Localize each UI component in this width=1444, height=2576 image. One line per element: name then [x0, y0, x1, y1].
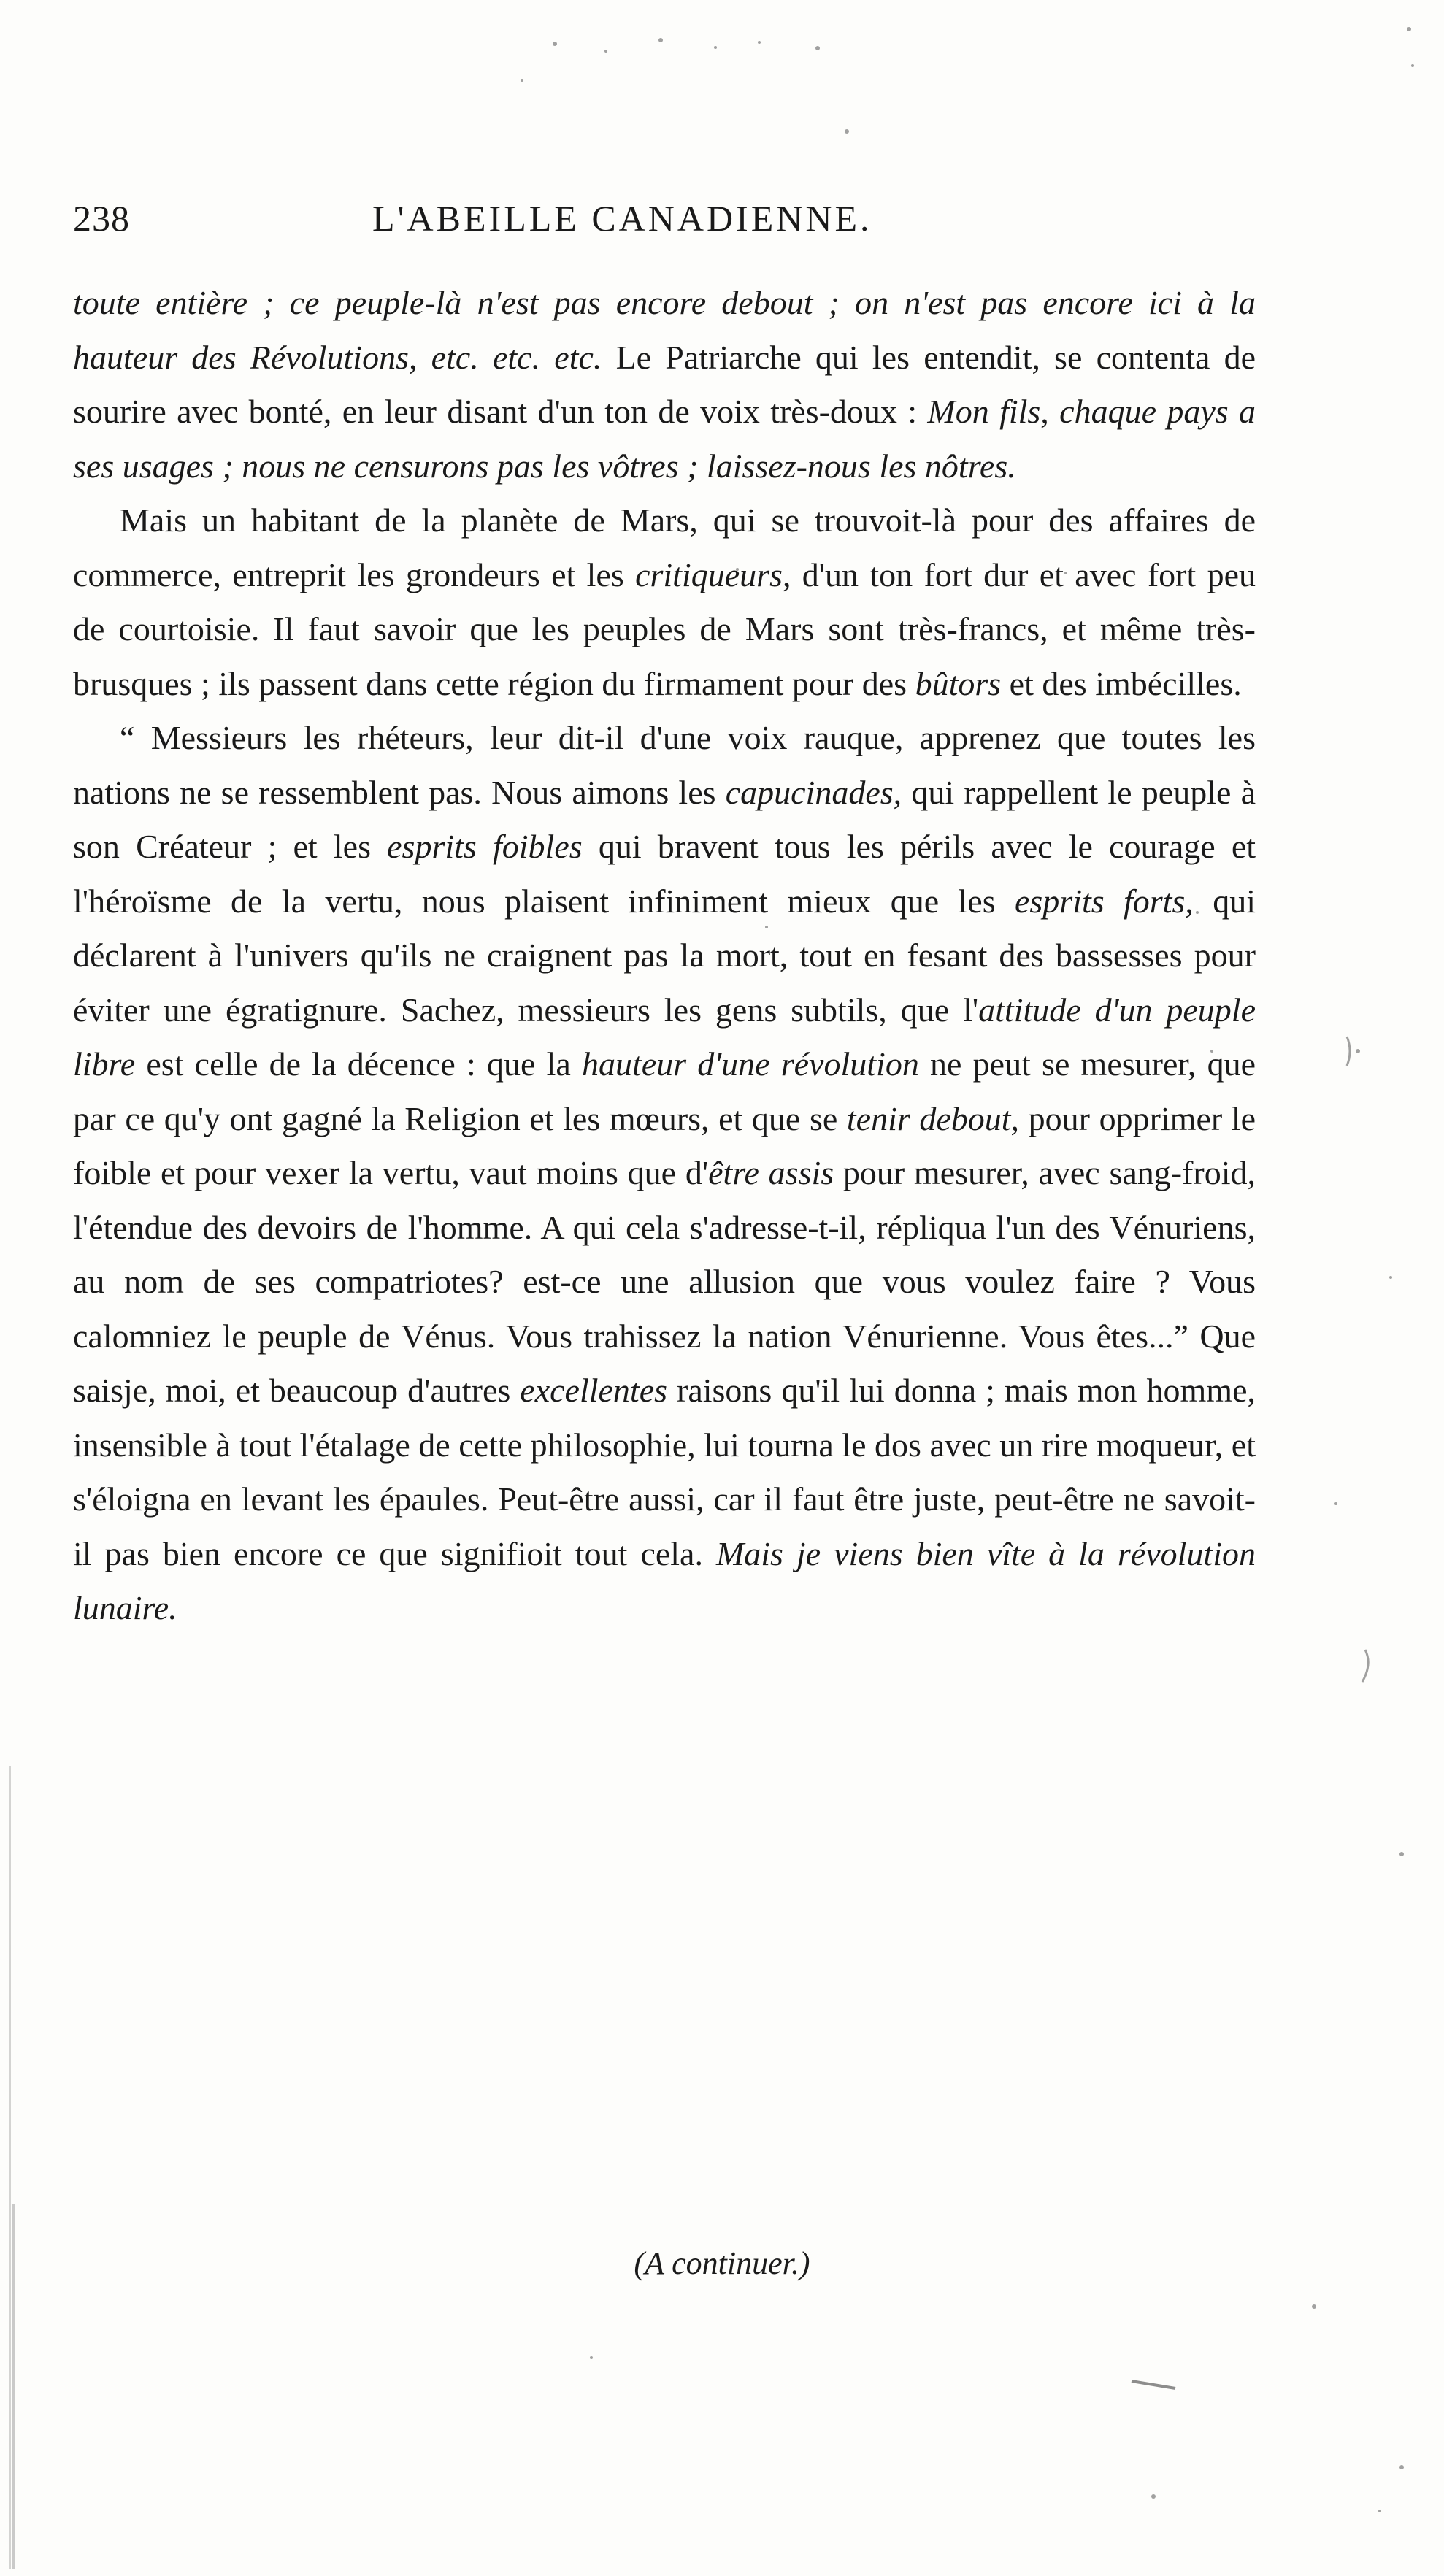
- paragraph-3-italic-capucinades: capucinades,: [725, 773, 902, 811]
- paragraph-3-text-e: est celle de la décence : que la: [135, 1045, 582, 1083]
- paragraph-1: [73, 276, 1256, 493]
- paragraph-3-text-i: raisons qu'il lui donna ; mais mon homme, insensible à tout l'étalage de cette philosophie, lui tourna le dos avec un rire moqueur, et s'éloigna en levant les épaules. Peut-être aussi, car il faut être juste, peut-être ne savoit-il pas bien encore ce que signifioit tout cela.: [73, 1372, 1256, 1572]
- paragraph-3-text-b: qui rappellent le peuple à son Créateur ; et les: [73, 773, 1256, 865]
- paragraph-3-text-h: pour mesurer, avec sang-froid, l'étendue des devoirs de l'homme. A qui cela s'adresse-t-il, répliqua l'un des Vénuriens, au nom de ses compatriotes? est-ce une allusion que vous voulez faire ? Vous calomniez le peuple de Vénus. Vous trahissez la nation Vénurienne. Vous êtes...” Que saisje, moi, et beaucoup d'autres: [73, 1154, 1256, 1409]
- paragraph-1-italic-reply: Mon fils, chaque pays a ses usages ; nous ne censurons pas les vôtres ; laissez-nous les nôtres.: [73, 393, 1256, 485]
- paragraph-3-italic-esprits-forts: esprits forts,: [1014, 882, 1194, 920]
- paragraph-1-italic-opening: toute entière ; ce peuple-là n'est pas encore debout ; on n'est pas encore ici à la hauteur des Révolutions, etc. etc. etc.: [73, 284, 1256, 376]
- paragraph-3-italic-closing: Mais je viens bien vîte à la révolution lunaire.: [73, 1534, 1256, 1626]
- paragraph-3: [73, 711, 1256, 1636]
- paragraph-1-text: Le Patriarche qui les entendit, se contenta de sourire avec bonté, en leur disant d'un ton de voix très-doux :: [73, 338, 1256, 430]
- paragraph-3-text-d: qui déclarent à l'univers qu'ils ne craignent pas la mort, tout en fesant des bassesses pour éviter une égratignure. Sachez, messieurs les gens subtils, que l': [73, 882, 1256, 1029]
- paragraph-2-italic-critiqueurs: critiqueurs: [635, 555, 783, 593]
- page-header: [73, 197, 1270, 263]
- paragraph-3-italic-attitude: attitude d'un peuple libre: [73, 991, 1256, 1083]
- paragraph-3-text-c: qui bravent tous les périls avec le courage et l'héroïsme de la vertu, nous plaisent infiniment mieux que les: [73, 828, 1256, 920]
- paragraph-3-text-f: ne peut se mesurer, que par ce qu'y ont gagné la Religion et les mœurs, et que se: [73, 1045, 1256, 1137]
- paragraph-3-italic-tenir-debout: tenir debout,: [846, 1099, 1020, 1137]
- paragraph-3-text-a: “ Messieurs les rhéteurs, leur dit-il d'une voix rauque, apprenez que toutes les nations ne se ressemblent pas. Nous aimons les: [73, 719, 1256, 811]
- paragraph-2-italic-butors: bûtors: [915, 664, 1002, 702]
- paragraph-2-text-a: Mais un habitant de la planète de Mars, qui se trouvoit-là pour des affaires de commerce, entreprit les grondeurs et les: [73, 501, 1256, 593]
- paragraph-2-text-b: , d'un ton fort dur et avec fort peu de courtoisie. Il faut savoir que les peuples de Mars sont très-francs, et même très-brusques ; ils passent dans cette région du firmament pour des: [73, 555, 1256, 702]
- continuation-note: (A continuer.): [634, 2245, 810, 2281]
- running-title: L'ABEILLE CANADIENNE.: [372, 198, 872, 239]
- paragraph-3-italic-esprits-foibles: esprits foibles: [387, 828, 583, 865]
- paragraph-2: [73, 493, 1256, 711]
- paragraph-3-italic-hauteur: hauteur d'une révolution: [581, 1045, 919, 1083]
- paragraph-3-italic-etre-assis: être assis: [708, 1154, 834, 1191]
- binding-edge: [4, 1766, 18, 2569]
- body-text: [73, 276, 1256, 1636]
- paragraph-3-text-g: pour opprimer le foible et pour vexer la vertu, vaut moins que d': [73, 1099, 1256, 1191]
- paragraph-3-italic-excellentes: excellentes: [520, 1372, 668, 1409]
- paragraph-2-text-c: et des imbécilles.: [1001, 664, 1242, 702]
- page-number: 238: [73, 198, 130, 239]
